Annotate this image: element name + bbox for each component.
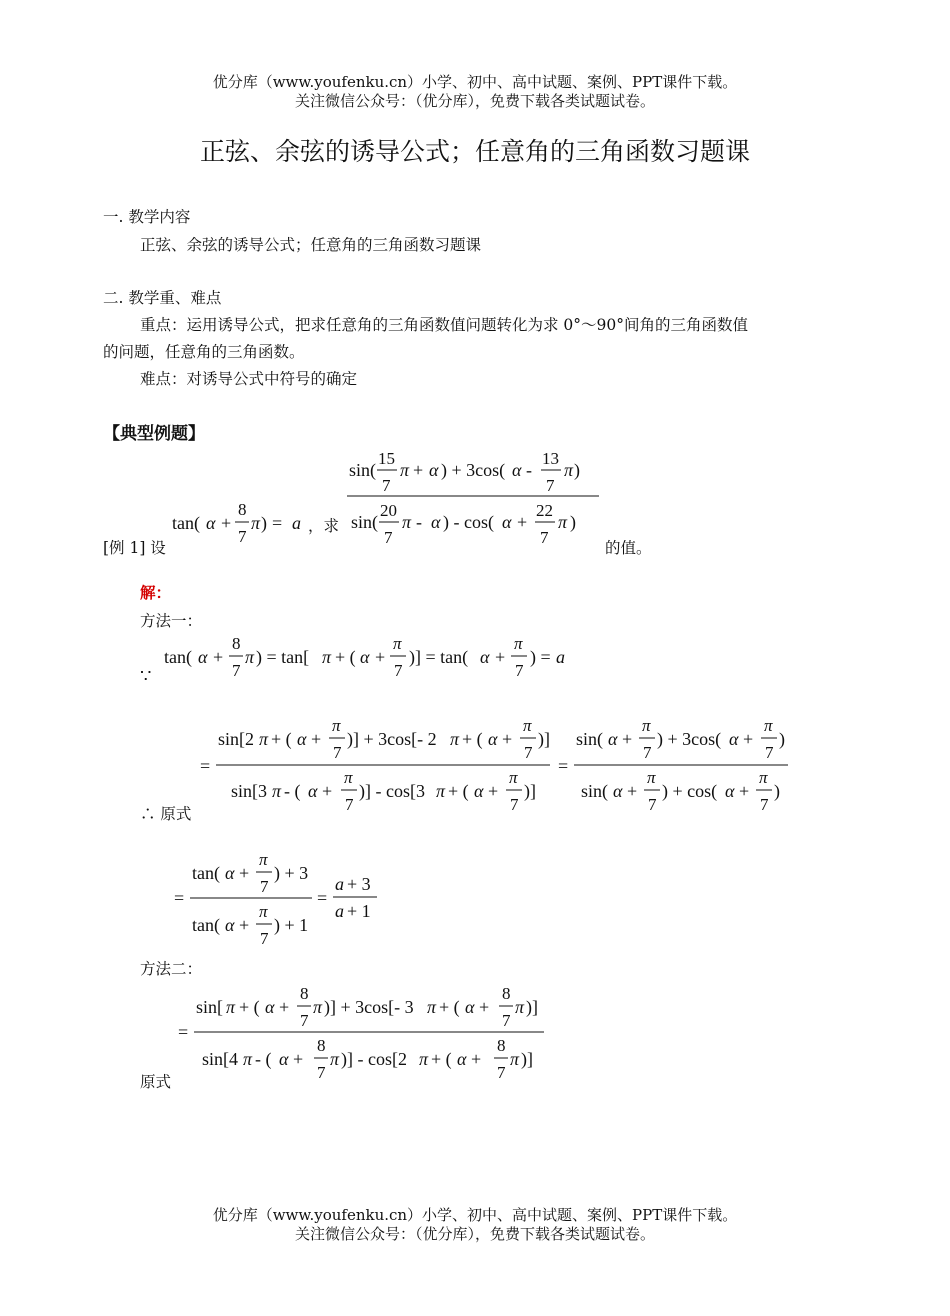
svg-text:): ) xyxy=(570,512,576,532)
svg-text:π: π xyxy=(245,647,255,667)
svg-text:π: π xyxy=(436,781,446,801)
svg-text:α: α xyxy=(474,781,484,801)
svg-text:)]: )] xyxy=(538,729,550,749)
svg-text:+: + xyxy=(517,512,528,532)
svg-text:sin(: sin( xyxy=(576,729,603,749)
svg-text:+: + xyxy=(311,729,322,749)
svg-text:π: π xyxy=(332,716,341,735)
svg-text:+: + xyxy=(471,1049,482,1069)
svg-text:+: + xyxy=(743,729,754,749)
svg-text:tan(: tan( xyxy=(164,647,192,667)
svg-text:+ (: + ( xyxy=(439,997,460,1017)
header-line-2: 关注微信公众号：（优分库），免费下载各类试题试卷。 xyxy=(294,92,655,110)
svg-text:π: π xyxy=(330,1049,340,1069)
svg-text:7: 7 xyxy=(765,743,774,762)
example-1-tail: 的值。 xyxy=(605,539,652,557)
svg-text:π: π xyxy=(322,647,332,667)
svg-text:) + 1: ) + 1 xyxy=(274,915,309,935)
svg-text:+: + xyxy=(239,863,250,883)
svg-text:α: α xyxy=(225,915,235,935)
svg-text:8: 8 xyxy=(497,1036,506,1055)
svg-text:α: α xyxy=(608,729,618,749)
svg-text:π: π xyxy=(514,634,523,653)
svg-text:+: + xyxy=(739,781,750,801)
svg-text:7: 7 xyxy=(317,1063,326,1082)
svg-text:=: = xyxy=(178,1022,189,1042)
svg-text:+: + xyxy=(239,915,250,935)
svg-text:a: a xyxy=(335,874,344,894)
svg-text:- (: - ( xyxy=(284,781,301,801)
svg-text:7: 7 xyxy=(760,795,769,814)
svg-text:+ (: + ( xyxy=(239,997,260,1017)
svg-text:7: 7 xyxy=(394,661,403,680)
svg-text:) + 3cos(: ) + 3cos( xyxy=(657,729,722,749)
footer-line-2: 关注微信公众号：（优分库），免费下载各类试题试卷。 xyxy=(294,1225,655,1243)
svg-text:π: π xyxy=(642,716,651,735)
section-2-heading: 二. 教学重、难点 xyxy=(103,289,222,307)
svg-text:+: + xyxy=(622,729,633,749)
svg-text:α: α xyxy=(225,863,235,883)
svg-text:α: α xyxy=(279,1049,289,1069)
target-expression xyxy=(345,442,607,552)
svg-text:+: + xyxy=(221,513,232,533)
section-1-body: 正弦、余弦的诱导公式；任意角的三角函数习题课 xyxy=(140,236,482,254)
svg-text:+: + xyxy=(413,460,424,480)
svg-text:π: π xyxy=(523,716,532,735)
section-1-heading: 一. 教学内容 xyxy=(103,208,191,226)
svg-text:=: = xyxy=(272,513,283,533)
svg-text:)]: )] xyxy=(521,1049,533,1069)
svg-text:tan(: tan( xyxy=(192,915,220,935)
svg-text:+ (: + ( xyxy=(448,781,469,801)
svg-text:α: α xyxy=(265,997,275,1017)
svg-text:=: = xyxy=(174,888,185,908)
svg-text:7: 7 xyxy=(232,661,241,680)
svg-text:α: α xyxy=(198,647,208,667)
svg-text:sin[4: sin[4 xyxy=(202,1049,238,1069)
example-1-ask: ，求 xyxy=(308,517,340,535)
therefore-original: ∴ 原式 xyxy=(140,805,192,823)
solution-label: 解： xyxy=(140,583,172,602)
footer-line-1: 优分库（www.youfenku.cn）小学、初中、高中试题、案例、PPT课件下载。 xyxy=(212,1206,738,1224)
svg-text:sin[2: sin[2 xyxy=(218,729,254,749)
svg-text:- (: - ( xyxy=(255,1049,272,1069)
key-point-line-1: 重点：运用诱导公式，把求任意角的三角函数值问题转化为求 0°～90°间角的三角函数值 xyxy=(140,316,749,334)
svg-text:7: 7 xyxy=(497,1063,506,1082)
example-1-label: [例 1] 设 xyxy=(103,539,166,557)
method-1-expansion xyxy=(198,712,798,818)
svg-text:π: π xyxy=(313,997,323,1017)
svg-text:α: α xyxy=(725,781,735,801)
svg-text:8: 8 xyxy=(238,500,247,519)
svg-text:π: π xyxy=(393,634,402,653)
svg-text:=: = xyxy=(558,756,569,776)
svg-text:π: π xyxy=(419,1049,429,1069)
key-point-line-2: 的问题，任意角的三角函数。 xyxy=(103,343,305,361)
svg-text:)] - cos[3: )] - cos[3 xyxy=(359,781,425,801)
svg-text:): ) xyxy=(574,460,580,480)
svg-text:α: α xyxy=(729,729,739,749)
method-1-identity xyxy=(160,628,580,686)
svg-text:+ 1: + 1 xyxy=(347,901,371,921)
svg-text:+: + xyxy=(375,647,386,667)
svg-text:13: 13 xyxy=(542,449,559,468)
svg-text:π: π xyxy=(226,997,236,1017)
header-line-1: 优分库（www.youfenku.cn）小学、初中、高中试题、案例、PPT课件下载。 xyxy=(212,73,738,91)
svg-text:) - cos(: ) - cos( xyxy=(443,512,494,532)
method-2-original: 原式 xyxy=(140,1073,172,1091)
svg-text:8: 8 xyxy=(317,1036,326,1055)
svg-text:π: π xyxy=(251,513,261,533)
svg-text:a: a xyxy=(556,647,565,667)
svg-text:α: α xyxy=(613,781,623,801)
svg-text:7: 7 xyxy=(345,795,354,814)
difficult-point: 难点：对诱导公式中符号的确定 xyxy=(140,370,358,388)
svg-text:+: + xyxy=(213,647,224,667)
svg-text:7: 7 xyxy=(384,528,393,547)
svg-text:7: 7 xyxy=(300,1011,309,1030)
svg-text:tan(: tan( xyxy=(192,863,220,883)
svg-text:) + 3: ) + 3 xyxy=(274,863,309,883)
svg-text:α: α xyxy=(206,513,216,533)
method-1-label: 方法一： xyxy=(140,612,203,630)
svg-text:) = tan[: ) = tan[ xyxy=(256,647,310,667)
svg-text:+: + xyxy=(293,1049,304,1069)
svg-text:α: α xyxy=(429,460,439,480)
svg-text:π: π xyxy=(510,1049,520,1069)
svg-text:π: π xyxy=(400,460,410,480)
svg-text:22: 22 xyxy=(536,501,553,520)
svg-text:+: + xyxy=(488,781,499,801)
given-equation xyxy=(168,495,318,551)
svg-text:7: 7 xyxy=(648,795,657,814)
svg-text:a: a xyxy=(335,901,344,921)
svg-text:)]: )] xyxy=(526,997,538,1017)
svg-text:π: π xyxy=(259,729,269,749)
svg-text:sin[: sin[ xyxy=(196,997,223,1017)
svg-text:)]: )] xyxy=(524,781,536,801)
svg-text:7: 7 xyxy=(502,1011,511,1030)
svg-text:)] - cos[2: )] - cos[2 xyxy=(341,1049,407,1069)
svg-text:): ) xyxy=(779,729,785,749)
svg-text:8: 8 xyxy=(502,984,511,1003)
examples-heading: 【典型例题】 xyxy=(103,424,205,444)
svg-text:7: 7 xyxy=(510,795,519,814)
svg-text:sin(: sin( xyxy=(351,512,378,532)
svg-text:+: + xyxy=(495,647,506,667)
svg-text:π: π xyxy=(243,1049,253,1069)
svg-text:7: 7 xyxy=(540,528,549,547)
svg-text:7: 7 xyxy=(260,877,269,896)
svg-text:π: π xyxy=(764,716,773,735)
svg-text:tan(: tan( xyxy=(172,513,200,533)
svg-text:) + 3cos(: ) + 3cos( xyxy=(441,460,506,480)
svg-text:π: π xyxy=(344,768,353,787)
svg-text:π: π xyxy=(759,768,768,787)
svg-text:): ) xyxy=(261,513,267,533)
svg-text:+: + xyxy=(279,997,290,1017)
svg-text:π: π xyxy=(402,512,412,532)
svg-text:15: 15 xyxy=(378,449,395,468)
svg-text:+: + xyxy=(322,781,333,801)
svg-text:π: π xyxy=(427,997,437,1017)
svg-text:8: 8 xyxy=(300,984,309,1003)
svg-text:+ 3: + 3 xyxy=(347,874,371,894)
svg-text:7: 7 xyxy=(260,929,269,948)
method-2-expansion xyxy=(176,980,556,1086)
svg-text:α: α xyxy=(297,729,307,749)
svg-text:=: = xyxy=(317,888,328,908)
svg-text:-: - xyxy=(416,512,422,532)
svg-text:+ (: + ( xyxy=(271,729,292,749)
method-1-result xyxy=(172,846,392,954)
svg-text:+: + xyxy=(479,997,490,1017)
svg-text:) + cos(: ) + cos( xyxy=(662,781,718,801)
svg-text:π: π xyxy=(647,768,656,787)
svg-text:+ (: + ( xyxy=(431,1049,452,1069)
svg-text:π: π xyxy=(450,729,460,749)
svg-text:=: = xyxy=(200,756,211,776)
svg-text:sin[3: sin[3 xyxy=(231,781,267,801)
svg-text:8: 8 xyxy=(232,634,241,653)
svg-text:)] + 3cos[- 2: )] + 3cos[- 2 xyxy=(347,729,437,749)
svg-text:a: a xyxy=(292,513,301,533)
svg-text:7: 7 xyxy=(643,743,652,762)
svg-text:π: π xyxy=(272,781,282,801)
svg-text:α: α xyxy=(360,647,370,667)
svg-text:sin(: sin( xyxy=(349,460,376,480)
because-symbol: ∵ xyxy=(140,666,152,687)
svg-text:α: α xyxy=(308,781,318,801)
svg-text:π: π xyxy=(259,850,268,869)
svg-text:) =: ) = xyxy=(530,647,551,667)
svg-text:-: - xyxy=(526,460,532,480)
svg-text:α: α xyxy=(431,512,441,532)
svg-text:π: π xyxy=(509,768,518,787)
svg-text:7: 7 xyxy=(238,527,247,546)
svg-text:7: 7 xyxy=(524,743,533,762)
svg-text:π: π xyxy=(564,460,574,480)
svg-text:π: π xyxy=(259,902,268,921)
svg-text:π: π xyxy=(558,512,568,532)
svg-text:α: α xyxy=(488,729,498,749)
svg-text:+: + xyxy=(502,729,513,749)
svg-text:20: 20 xyxy=(380,501,397,520)
svg-text:7: 7 xyxy=(382,476,391,495)
page-title: 正弦、余弦的诱导公式；任意角的三角函数习题课 xyxy=(199,137,750,166)
svg-text:α: α xyxy=(512,460,522,480)
svg-text:7: 7 xyxy=(546,476,555,495)
svg-text:α: α xyxy=(457,1049,467,1069)
svg-text:+: + xyxy=(627,781,638,801)
svg-text:7: 7 xyxy=(333,743,342,762)
svg-text:+ (: + ( xyxy=(462,729,483,749)
svg-text:)] = tan(: )] = tan( xyxy=(409,647,469,667)
method-2-label: 方法二： xyxy=(140,960,203,978)
svg-text:π: π xyxy=(515,997,525,1017)
svg-text:+ (: + ( xyxy=(335,647,356,667)
svg-text:α: α xyxy=(502,512,512,532)
svg-text:7: 7 xyxy=(515,661,524,680)
svg-text:)] + 3cos[- 3: )] + 3cos[- 3 xyxy=(324,997,414,1017)
svg-text:α: α xyxy=(465,997,475,1017)
svg-text:α: α xyxy=(480,647,490,667)
svg-text:sin(: sin( xyxy=(581,781,608,801)
svg-text:): ) xyxy=(774,781,780,801)
